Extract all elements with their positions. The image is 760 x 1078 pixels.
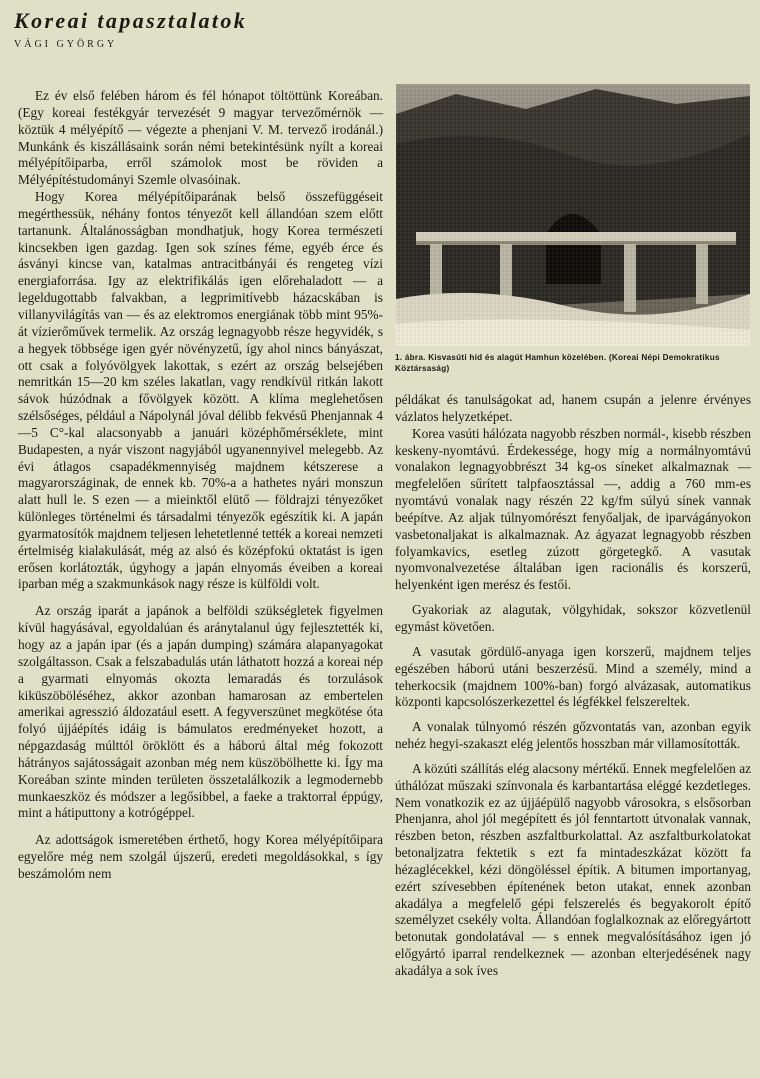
article-author: VÁGI GYÖRGY <box>14 39 118 50</box>
paragraph: Korea vasúti hálózata nagyobb részben normál-, kisebb részben keskeny-nyomtávú. Érdekessége, hogy míg a normálnyomtávú vonalakon legnagyobbrészt 34 kg-os síneket alkalmaznak — megfelelően sűrített talpfaosztással —, addig a 760 mm-es nyomtávú vonalak nagy részén 22 kg/fm súlyú sínek vannak beépítve. Az aljak túlnyomórészt fenyőaljak, de iparvágányokon vasbetonaljakat is alkalmaznak. Az ágyazat legnagyobb részben folyamkavics, esetleg zúzott görgetegkő. A vasutak nyomvonalvezetése általában igen racionális és korszerű, helyenként igen merész és festői. <box>395 425 751 593</box>
paragraph: Gyakoriak az alagutak, völgyhidak, sokszor közvetlenül egymást követően. <box>395 602 751 634</box>
figure-caption: 1. ábra. Kisvasúti híd és alagút Hamhun közelében. (Koreai Népi Demokratikus Köztársaság) <box>395 353 720 373</box>
paragraph: Hogy Korea mélyépítőiparának belső összefüggéseit megérthessük, néhány fontos tényezőt kell állandóan szem előtt tartanunk. Általánosságban mondhatjuk, hogy Korea természeti kincsekben igen gazdag. Igen sok színes féme, egyéb érce és ásványi kincse van, katalmas antracitbányái és rengeteg vízi energiaforrása. Igy az elektrifikálás igen előrehaladott — a legeldugottabb falvakban, a legprimitívebb házacskában is villanyvilágítás van — és az elektromos energiának több mint 95%-át vízierőművek termelik. Az ország legnagyobb része hegyvidék, s a hegyek többsége igen gyér növényzetű, így ahol nincs bányászat, ott csak a folyóvölgyek lakottak, s ezért az ország belsejében nemritkán 15—20 km széles lakatlan, vagy rendkívül ritkán lakott sávok húzódnak a fővölgyek között. A klíma meglehetősen szélsőséges, például a Nápolynál jóval délibb fekvésű Phenjannak 4—5 C°-kal alacsonyabb a januári középhőmérséklete, mint Budapesten, a nyár viszont nagyjából ugyanennyivel melegebb. Az évi átlagos csapadékmennyiség majdnem kétszerese a magyarországinak, de ennek kb. 70%-a a hathetes nyári monszun alatt hull le. S ezen — a mieinktől elütő — földrajzi tényezőket különleges történelmi és társadalmi tényezők egészítik ki. A japán gyarmatosítók majdnem teljesen lehetetlenné tették a koreai nemzeti értelmiség kialakulását, még az alsó és középfokú oktatást is igen erősen korlátozták, úgyhogy a japán elnyomás éveiben a koreai iparban még a szakmunkások nagy része is külföldi volt. <box>18 189 383 592</box>
figure-photo <box>396 84 750 346</box>
railway-bridge-tunnel-photo-icon <box>396 84 750 346</box>
paragraph: A vonalak túlnyomó részén gőzvontatás van, azonban egyik nehéz hegyi-szakaszt elég jelentős hosszban már villamosították. <box>395 719 751 752</box>
right-text-column <box>395 392 751 980</box>
paragraph: példákat és tanulságokat ad, hanem csupán a jelenre érvényes vázlatos helyzetképet. <box>395 392 751 424</box>
paragraph: A közúti szállítás elég alacsony mértékű. Ennek megfelelően az úthálózat műszaki színvonala és karbantartása eléggé kezdetleges. Nem vonatkozik ez az újjáépülő nagyobb városokra, s elsősorban Phenjanra, ahol jól megépített és jól fenntartott útvonalak vannak, részben beton, részben aszfaltburkolattal. Az aszfaltburkolatokat betonaljzatra fektetik s ezt fa mintadeszkázat között fa hézaglécekkel, kézi döngöléssel építik. A bitumen importanyag, ezért szívesebben építenének beton utakat, ennek azonban akadálya a megfelelő gépi felszerelés és begyakorolt építő személyzet csekély volta. Állandóan foglalkoznak az előregyártott betonutak gondolatával — s ennek megvalósításához igen jó előgyártó iparral rendelkeznek — azonban elterjedésének nagy akadálya a sok íves <box>395 760 751 978</box>
paragraph: A vasutak gördülő-anyaga igen korszerű, majdnem teljes egészében háború utáni beszerzésű. Mind a személy, mind a teherkocsik (majdnem 100%-ban) forgó alvázasak, automatikus központi kapcsolószerkezettel és légfékkel felszereltek. <box>395 643 751 710</box>
paragraph: Ez év első felében három és fél hónapot töltöttünk Koreában. (Egy koreai festékgyár tervezését 9 magyar tervezőmérnök — köztük 4 mélyépítő — végezte a phenjani V. M. tervező irodánál.) Munkánk és kiszállásaink során némi betekintésünk nyílt a koreai mélyépítőiparba, erről számolok most be röviden a Mélyépítéstudományi Szemle olvasóinak. <box>18 88 383 188</box>
paragraph: Az ország iparát a japánok a belföldi szükségletek figyelmen kívül hagyásával, egyoldalúan és aránytalanul úgy fejlesztették ki, hogy az a japán ipar (és a japán dumping) számára alapanyagokat szolgáltasson. Csak a felszabadulás után láthatott hozzá a koreai nép a gyarmati elnyomás okozta lemaradás és torzulások kiküszöböléséhez, akkor azonban hamarosan az embertelen amerikai agresszió áldozatául esett. A fegyverszünet megkötése óta folyó újjáépítés idáig is bámulatos eredményeket hozott, a népgazdaság múlttól öröklött és a háború által még fokozott hátrányos sajátosságait azonban még nem küszöbölhette ki. Így ma Koreában szinte minden területen összetalálkozik a legmodernebb munkaeszköz és módszer a legősibbel, a faeke a traktorral éppúgy, mint a hátiputtony a kotrógéppel. <box>18 603 383 821</box>
article-title: Koreai tapasztalatok <box>14 8 248 33</box>
paragraph: Az adottságok ismeretében érthető, hogy Korea mélyépítőipara egyelőre még nem szolgál újszerű, eredeti megoldásokkal, s így beszámolóm nem <box>18 832 383 881</box>
left-text-column <box>18 88 383 883</box>
